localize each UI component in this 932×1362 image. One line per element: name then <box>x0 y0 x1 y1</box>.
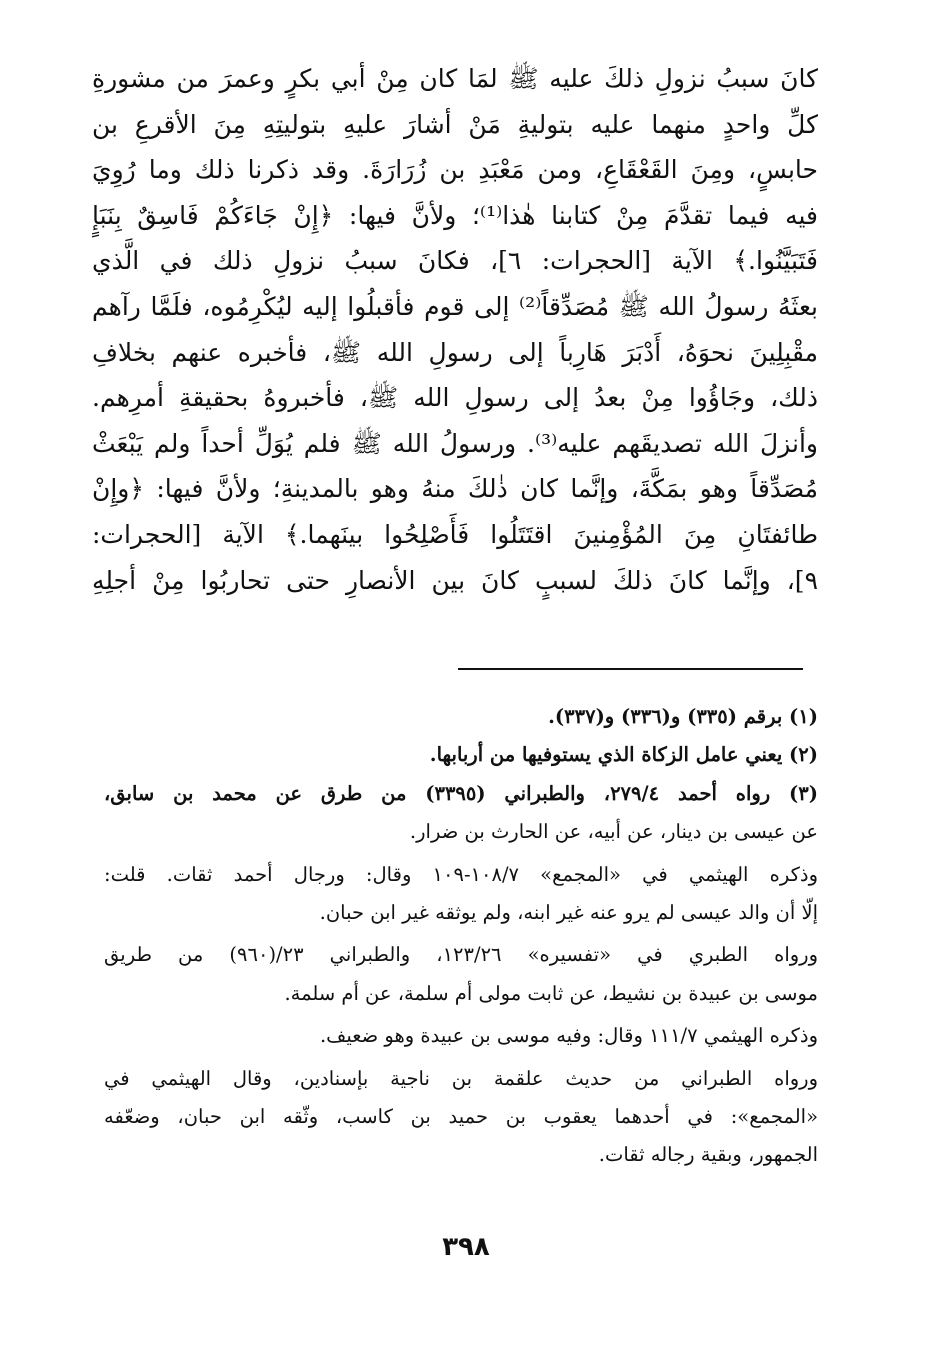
text-line: ٩]، وإنَّما كانَ ذلكَ لسببٍ كانَ بين الأنصارِ حتى تحاربُوا مِنْ أجلِهِ <box>92 565 818 595</box>
text-line: مقْبِلِينَ نحوَهُ، أَدْبَرَ هَارِباً إلى رسولِ الله ﷺ، فأخبره عنهم بخلافِ <box>92 337 818 367</box>
footnote-1: (١) برقم (٣٣٥) و(٣٣٦) و(٣٣٧). <box>548 705 818 728</box>
footnote-3-line: وذكره الهيثمي في «المجمع» ١٠٨/٧-١٠٩ وقال: ورجال أحمد ثقات. قلت: <box>104 862 818 886</box>
footnote-3-line: «المجمع»: في أحدهما يعقوب بن حميد بن كاسب، وثّقه ابن حبان، وضعّفه <box>104 1104 818 1128</box>
page-number: ٣٩٨ <box>442 1232 490 1262</box>
footnote-3-line: وذكره الهيثمي ١١١/٧ وقال: وفيه موسى بن عبيدة وهو ضعيف. <box>319 1024 818 1048</box>
footnote-3-line: ورواه الطبري في «تفسيره» ١٢٣/٢٦، والطبراني ٢٣/(٩٦٠) من طريق <box>104 943 818 967</box>
main-text <box>92 56 818 603</box>
text-line: وأنزلَ الله تصديقَهم عليه⁽³⁾. ورسولُ الله ﷺ فلم يُوَلِّ أحداً ولم يَبْعَثْ <box>92 428 818 458</box>
text-line: كانَ سببُ نزولِ ذلكَ عليه ﷺ لمَا كان مِنْ أبي بكرٍ وعمرَ من مشورةِ <box>92 64 818 93</box>
footnote-3: (٣) رواه أحمد ٢٧٩/٤، والطبراني (٣٣٩٥) من طرق عن محمد بن سابق، <box>104 781 818 805</box>
text-line: مُصَدِّقاً وهو بمَكَّةَ، وإنَّما كان ذٰلكَ منهُ وهو بالمدينةِ؛ ولأنَّ فيها: ﴿وإِنْ <box>92 474 818 504</box>
footnote-3-line: إلّا أن والد عيسى لم يرو عنه غير ابنه، ولم يوثقه غير ابن حبان. <box>319 900 818 924</box>
footnote-2: (٢) يعني عامل الزكاة الذي يستوفيها من أربابها. <box>429 743 818 767</box>
footnote-3-line: موسى بن عبيدة بن نشيط، عن ثابت مولى أم سلمة، عن أم سلمة. <box>284 981 818 1005</box>
text-line: حابسٍ، ومِنَ القَعْقَاعِ، ومن مَعْبَدِ بن زُرَارَةَ. وقد ذكرنا ذلك وما رُوِيَ <box>92 155 818 185</box>
footnote-separator <box>458 668 803 670</box>
text-line: فيه فيما تقدَّمَ مِنْ كتابنا هٰذا⁽¹⁾؛ ولأنَّ فيها: ﴿إِنْ جَاءَكُمْ فَاسِقٌ بِنَبَإٍ <box>92 200 818 230</box>
footnote-3-line: ورواه الطبراني من حديث علقمة بن ناجية بإسنادين، وقال الهيثمي في <box>104 1066 818 1090</box>
text-line: طائفتَانِ مِنَ المُؤْمِنينَ اقتَتَلُوا فَأَصْلِحُوا بينَهما.﴾ الآية [الحجرات: <box>92 519 818 549</box>
text-line: بعثَهُ رسولُ الله ﷺ مُصَدِّقاً⁽²⁾ إلى قوم فأقبلُوا إليه ليُكْرِمُوه، فلَمَّا رآهم <box>92 291 818 321</box>
footnote-3-line: الجمهور، وبقية رجاله ثقات. <box>598 1143 818 1167</box>
footnote-3-line: عن عيسى بن دينار، عن أبيه، عن الحارث بن ضرار. <box>409 820 818 844</box>
footnotes <box>104 698 818 1175</box>
text-line: كلِّ واحدٍ منهما عليه بتوليةِ مَنْ أشارَ عليهِ بتوليتِهِ مِنَ الأقرعِ بن <box>92 109 818 139</box>
text-line: ذلك، وجَاؤُوا مِنْ بعدُ إلى رسولِ الله ﷺ، فأخبروهُ بحقيقةِ أمرِهم. <box>92 383 818 413</box>
text-line: فَتَبَيَّنُوا.﴾ الآية [الحجرات: ٦]، فكانَ سببُ نزولِ ذلك في الَّذي <box>92 246 818 276</box>
